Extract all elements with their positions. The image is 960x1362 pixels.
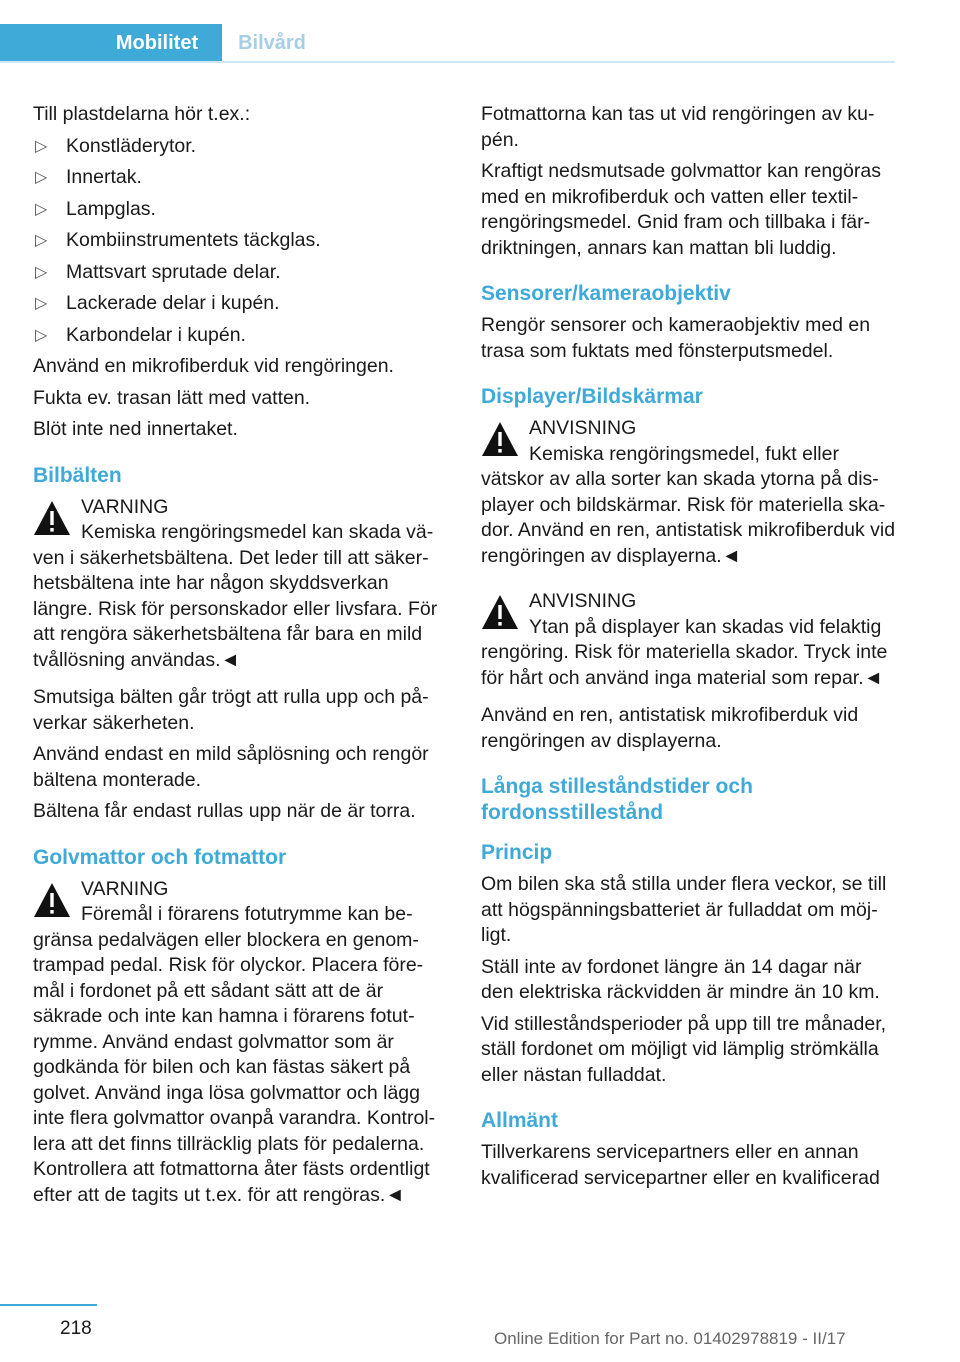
list-item: ▷ Lackerade delar i kupén.: [33, 291, 448, 317]
warning-title: VARNING: [81, 877, 169, 900]
triangle-right-icon: ▷: [35, 200, 48, 218]
edition-footer: Online Edition for Part no. 01402978819 - II/17: [494, 1329, 846, 1348]
list-item: ▷ Karbondelar i kupén.: [33, 323, 448, 349]
triangle-right-icon: ▷: [35, 295, 48, 312]
triangle-right-icon: ▷: [35, 169, 48, 186]
list-item: ▷ Innertak.: [33, 165, 448, 191]
warning-box: [33, 495, 448, 674]
right-column: [481, 102, 896, 1197]
warning-text: Kemiska rengöringsmedel kan skada väven i säkerhetsbältena. Det leder till att säkerhetsbältena inte har någon skyddsverkan längre. Risk för personskador eller livsfara. För att rengöra säkerhetsbältena får bara en mild tvållösning användas.◄: [33, 521, 438, 671]
paragraph: Blöt inte ned innertaket.: [33, 418, 238, 440]
notice-text: Ytan på displayer kan skadas vid felaktig rengöring. Risk för materiella skador. Tryck inte för hårt och använd inga material som repar.◄: [481, 615, 888, 689]
list-item: ▷ Konstläderytor.: [33, 134, 448, 160]
paragraph: Använd en ren, antistatisk mikrofiberduk vid rengöringen av displayerna.: [481, 704, 859, 752]
paragraph: Om bilen ska stå stilla under flera veckor, se till att högspänningsbatteriet är fulladdat om möjligt.: [481, 873, 887, 946]
list-item: ▷ Mattsvart sprutade delar.: [33, 260, 448, 286]
triangle-right-icon: ▷: [35, 326, 48, 344]
paragraph: Fotmattorna kan tas ut vid rengöringen av kupén.: [481, 103, 875, 151]
warning-triangle-icon: [33, 881, 71, 919]
heading-stillestand: Långa stilleståndstider och fordonsstillestånd: [481, 775, 753, 824]
heading-golvmattor: Golvmattor och fotmattor: [33, 845, 287, 869]
heading-sensorer: Sensorer/kameraobjektiv: [481, 282, 731, 305]
paragraph: Fukta ev. trasan lätt med vatten.: [33, 386, 311, 409]
notice-box: [481, 416, 896, 569]
page-number: 218: [60, 1318, 92, 1339]
heading-displayer: Displayer/Bildskärmar: [481, 385, 703, 408]
paragraph: Tillverkarens servicepartners eller en annan kvalificerad servicepartner eller en kvalificerad: [481, 1141, 880, 1189]
paragraph: Använd en mikrofiberduk vid rengöringen.: [33, 355, 394, 377]
warning-triangle-icon: [481, 420, 519, 458]
warning-triangle-icon: [33, 499, 71, 537]
header-rule: [0, 61, 895, 63]
paragraph: Rengör sensorer och kameraobjektiv med en trasa som fuktats med fönsterputsmedel.: [481, 314, 871, 362]
notice-title: ANVISNING: [529, 417, 637, 439]
triangle-right-icon: ▷: [35, 137, 48, 155]
tab-color-block: [0, 24, 92, 62]
paragraph: Kraftigt nedsmutsade golvmattor kan rengöras med en mikrofiberduk och vatten eller textilrengöringsmedel. Gnid fram och tillbaka i färdriktningen, annars kan mattan bli luddig.: [481, 160, 881, 259]
page-number-rule: [0, 1304, 97, 1306]
left-column: [33, 102, 448, 1214]
paragraph: Smutsiga bälten går trögt att rulla upp och påverkar säkerheten.: [33, 686, 429, 734]
notice-box: [481, 589, 896, 691]
warning-title: VARNING: [81, 495, 169, 518]
list-item: ▷ Lampglas.: [33, 197, 448, 223]
triangle-right-icon: ▷: [35, 263, 48, 281]
notice-title: ANVISNING: [529, 590, 637, 612]
warning-triangle-icon: [481, 593, 519, 631]
tab-mobilitet[interactable]: Mobilitet: [92, 24, 222, 62]
list-intro: Till plastdelarna hör t.ex.:: [33, 103, 251, 125]
warning-box: [33, 877, 448, 1209]
paragraph: Använd endast en mild såplösning och rengör bältena monterade.: [33, 743, 429, 791]
notice-text: Kemiska rengöringsmedel, fukt eller vätskor av alla sorter kan skada ytorna på displayer och bildskärmar. Risk för materiella skador. Använd en ren, antistatisk mikrofiberduk vid rengöringen av displayerna.◄: [481, 442, 896, 567]
chapter-tabs: [0, 24, 322, 62]
triangle-right-icon: ▷: [35, 232, 48, 249]
list-item: ▷ Kombiinstrumentets täckglas.: [33, 228, 448, 254]
paragraph: Bältena får endast rullas upp när de är torra.: [33, 800, 416, 822]
tab-bilvard[interactable]: Bilvård: [238, 31, 306, 54]
warning-text: Föremål i förarens fotutrymme kan begränsa pedalvägen eller blockera en genomtrampad pedal. Risk för olyckor. Placera föremål i fordonet på ett sådant sätt att de är säkrade och inte kan hamna i förarens fotutrymme. Använd endast golvmattor som är godkända för bilen och kan fästas säkert på golvet. Använd inga lösa golvmattor och lägg inte flera golvmattor ovanpå varandra. Kontrollera att det finns tillräcklig plats för pedalerna. Kontrollera att fotmattorna åter fästs ordentligt efter att de tagits ut t.ex. för att rengöras.◄: [33, 903, 436, 1206]
paragraph: Ställ inte av fordonet längre än 14 dagar när den elektriska räckvidden är mindre än 10 km.: [481, 955, 880, 1003]
heading-bilbalten: Bilbälten: [33, 463, 122, 487]
paragraph: Vid stilleståndsperioder på upp till tre månader, ställ fordonet om möjligt vid lämplig strömkälla eller nästan fulladdat.: [481, 1012, 887, 1086]
heading-allmant: Allmänt: [481, 1109, 559, 1132]
heading-princip: Princip: [481, 841, 553, 864]
